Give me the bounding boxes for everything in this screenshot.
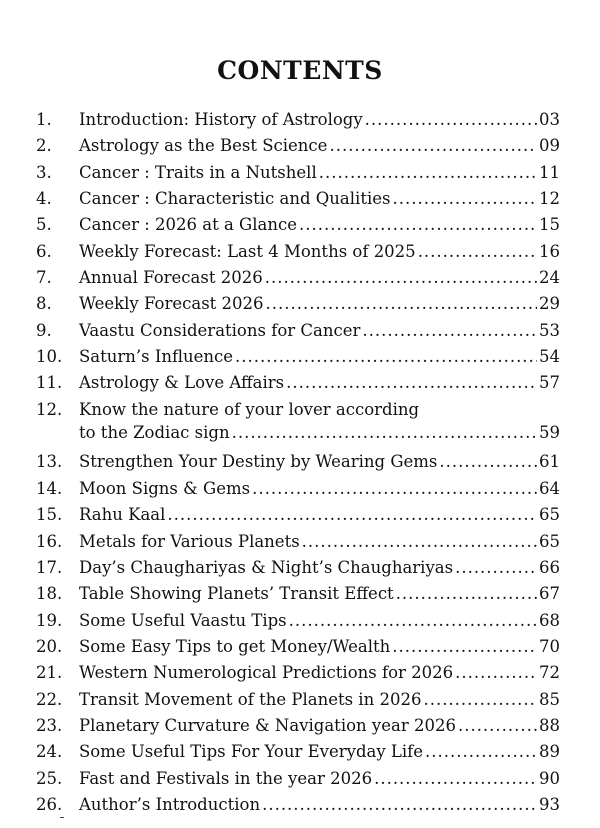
entry-number: 26. — [36, 794, 63, 814]
toc-entry[interactable] — [36, 318, 560, 344]
toc-entry[interactable] — [36, 687, 560, 713]
dot-leader — [439, 449, 537, 475]
toc-entry[interactable] — [36, 766, 560, 792]
toc-entry[interactable] — [36, 370, 560, 396]
entry-number: 15. — [36, 505, 63, 525]
entry-title: Introduction: History of Astrology — [79, 110, 363, 129]
toc-entry[interactable] — [36, 160, 560, 186]
entry-page-number: 70 — [539, 636, 560, 656]
dot-leader — [374, 766, 537, 792]
dot-leader — [302, 529, 537, 555]
entry-title: Strengthen Your Destiny by Wearing Gems — [79, 452, 438, 472]
entry-title: Vaastu Considerations for Cancer — [79, 320, 361, 340]
toc-entry[interactable] — [36, 291, 560, 317]
entry-page-number: 12 — [539, 189, 560, 209]
entry-number: 1. — [36, 110, 52, 129]
entry-title: Rahu Kaal — [79, 505, 166, 525]
dot-leader — [265, 265, 537, 291]
toc-entry[interactable] — [36, 660, 560, 686]
entry-page-number: 65 — [539, 505, 560, 525]
toc-entry[interactable] — [36, 581, 560, 607]
entry-title: Metals for Various Planets — [79, 531, 300, 551]
toc-entry[interactable] — [36, 212, 560, 238]
entry-page-number: 11 — [539, 162, 560, 182]
toc-entry[interactable] — [36, 186, 560, 212]
entry-number: 17. — [36, 557, 63, 577]
dot-leader — [299, 212, 537, 238]
entry-page-number: 93 — [539, 794, 560, 814]
toc-entry[interactable] — [36, 634, 560, 660]
entry-title: Western Numerological Predictions for 2026 — [79, 663, 454, 683]
entry-number: 7. — [36, 268, 52, 288]
entry-page-number: 89 — [539, 742, 560, 762]
dot-leader — [362, 318, 537, 344]
entry-number: 11. — [36, 373, 63, 393]
entry-page-number: 54 — [539, 347, 560, 367]
entry-title: Moon Signs & Gems — [79, 478, 251, 498]
entry-title: Planetary Curvature & Navigation year 2026 — [79, 715, 456, 735]
entry-title: Weekly Forecast 2026 — [79, 294, 264, 314]
toc-entry[interactable] — [36, 107, 560, 133]
entry-page-number: 65 — [539, 531, 560, 551]
entry-title: Author’s Introduction — [79, 794, 261, 814]
entry-number: 20. — [36, 636, 63, 656]
entry-number: 10. — [36, 347, 63, 367]
entry-page-number: 53 — [539, 320, 560, 340]
entry-title: Table Showing Planets’ Transit Effect — [79, 584, 394, 604]
entry-title: Day’s Chaughariyas & Night’s Chaughariyas — [79, 557, 454, 577]
entry-title: Cancer : Characteristic and Qualities — [79, 189, 391, 209]
entry-page-number: 67 — [539, 584, 560, 604]
entry-page-number: 09 — [539, 136, 560, 156]
entry-title: Annual Forecast 2026 — [79, 268, 263, 288]
toc-entry[interactable] — [36, 476, 560, 502]
entry-page-number: 57 — [539, 373, 560, 393]
dot-leader — [392, 634, 537, 660]
entry-number: 2. — [36, 136, 52, 156]
dot-leader — [365, 107, 537, 133]
entry-title: Some Useful Vaastu Tips — [79, 610, 287, 630]
page-mark — [60, 817, 64, 818]
toc-entry[interactable] — [36, 449, 560, 475]
entry-page-number: 59 — [539, 422, 560, 442]
entry-title: Some Easy Tips to get Money/Wealth — [79, 636, 391, 656]
entry-page-number: 15 — [539, 215, 560, 235]
entry-number: 21. — [36, 663, 63, 683]
toc-entry[interactable] — [36, 344, 560, 370]
entry-page-number: 64 — [539, 478, 560, 498]
entry-title: Saturn’s Influence — [79, 347, 234, 367]
toc-entry[interactable] — [36, 529, 560, 555]
dot-leader — [167, 502, 537, 528]
toc-entry[interactable] — [36, 502, 560, 528]
entry-number: 23. — [36, 715, 63, 735]
entry-title-continued: to the Zodiac sign — [79, 422, 230, 442]
dot-leader — [396, 581, 537, 607]
dot-leader — [458, 713, 537, 739]
entry-number: 6. — [36, 241, 52, 261]
dot-leader — [252, 476, 537, 502]
entry-number: 22. — [36, 689, 63, 709]
table-of-contents — [36, 107, 560, 818]
entry-page-number: 16 — [539, 241, 560, 261]
entry-number: 12. — [36, 399, 63, 419]
toc-entry[interactable] — [36, 792, 560, 818]
toc-entry[interactable] — [36, 397, 560, 450]
entry-title: Weekly Forecast: Last 4 Months of 2025 — [79, 241, 416, 261]
dot-leader — [262, 792, 537, 818]
toc-entry[interactable] — [36, 608, 560, 634]
dot-leader — [392, 186, 537, 212]
dot-leader — [289, 608, 537, 634]
toc-entry[interactable] — [36, 133, 560, 159]
dot-leader — [232, 420, 537, 446]
entry-number: 5. — [36, 215, 52, 235]
page-title: CONTENTS — [217, 56, 383, 85]
toc-entry[interactable] — [36, 265, 560, 291]
toc-entry[interactable] — [36, 713, 560, 739]
entry-page-number: 03 — [539, 110, 560, 129]
dot-leader — [425, 739, 537, 765]
entry-title: Transit Movement of the Planets in 2026 — [79, 689, 422, 709]
toc-entry[interactable] — [36, 739, 560, 765]
entry-number: 3. — [36, 162, 52, 182]
dot-leader — [423, 687, 537, 713]
dot-leader — [266, 291, 537, 317]
entry-title: Astrology as the Best Science — [79, 136, 328, 156]
entry-title: Know the nature of your lover according — [79, 399, 420, 419]
entry-page-number: 90 — [539, 768, 560, 788]
entry-page-number: 72 — [539, 663, 560, 683]
entry-page-number: 61 — [539, 452, 560, 472]
entry-number: 24. — [36, 742, 63, 762]
entry-number: 9. — [36, 320, 52, 340]
entry-title: Fast and Festivals in the year 2026 — [79, 768, 373, 788]
entry-number: 25. — [36, 768, 63, 788]
entry-page-number: 68 — [539, 610, 560, 630]
dot-leader — [286, 370, 537, 396]
entry-page-number: 24 — [539, 268, 560, 288]
entry-page-number: 88 — [539, 715, 560, 735]
dot-leader — [418, 239, 537, 265]
entry-page-number: 85 — [539, 689, 560, 709]
entry-number: 14. — [36, 478, 63, 498]
dot-leader — [235, 344, 537, 370]
entry-page-number: 66 — [539, 557, 560, 577]
dot-leader — [319, 160, 537, 186]
toc-entry[interactable] — [36, 239, 560, 265]
entry-title: Cancer : Traits in a Nutshell — [79, 162, 317, 182]
entry-title: Astrology & Love Affairs — [79, 373, 285, 393]
entry-number: 4. — [36, 189, 52, 209]
entry-title: Some Useful Tips For Your Everyday Life — [79, 742, 424, 762]
toc-entry[interactable] — [36, 555, 560, 581]
entry-number: 19. — [36, 610, 63, 630]
entry-page-number: 29 — [539, 294, 560, 314]
entry-number: 13. — [36, 452, 63, 472]
entry-number: 18. — [36, 584, 63, 604]
entry-number: 16. — [36, 531, 63, 551]
entry-number: 8. — [36, 294, 52, 314]
dot-leader — [329, 133, 537, 159]
dot-leader — [455, 660, 537, 686]
entry-title: Cancer : 2026 at a Glance — [79, 215, 297, 235]
dot-leader — [455, 555, 537, 581]
